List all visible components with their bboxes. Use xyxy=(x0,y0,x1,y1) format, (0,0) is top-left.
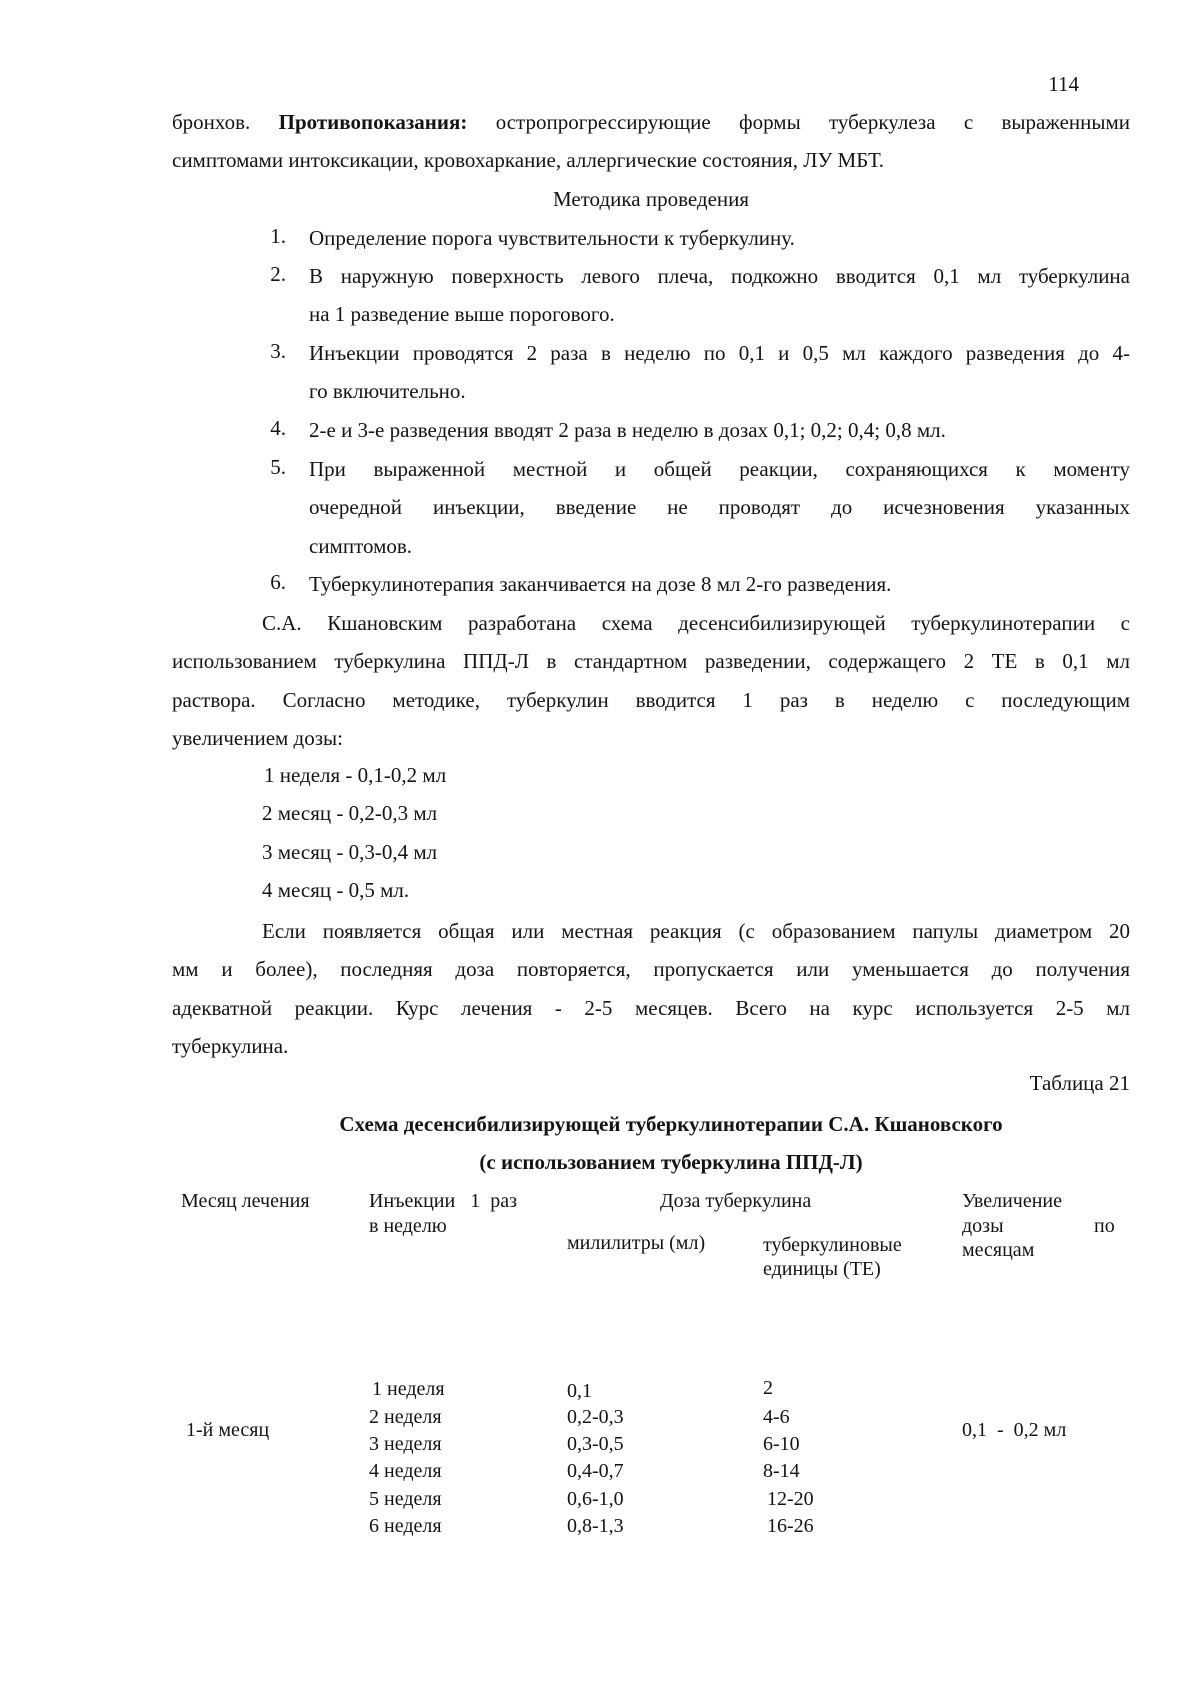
list-item-text: очередной инъекции, введение не проводят до исчезновения указанных xyxy=(309,495,1130,519)
intro-line-1 xyxy=(172,108,1130,136)
paragraph-line: туберкулина. xyxy=(172,1034,289,1058)
list-item-text: на 1 разведение выше порогового. xyxy=(309,302,615,326)
header-dose: Доза туберкулина xyxy=(660,1190,812,1212)
paragraph-line: адекватной реакции. Курс лечения - 2-5 месяцев. Всего на курс используется 2-5 мл xyxy=(172,996,1130,1020)
method-heading: Методика проведения xyxy=(552,187,750,211)
dose-line: 3 месяц - 0,3-0,4 мл xyxy=(262,840,438,864)
cell-te: 2 xyxy=(763,1377,773,1399)
page-number: 114 xyxy=(1048,72,1079,96)
paragraph-line: С.А. Кшановским разработана схема десенсибилизирующей туберкулинотерапии с xyxy=(262,611,1130,635)
cell-ml: 0,3-0,5 xyxy=(567,1433,624,1455)
intro-prefix: бронхов. xyxy=(172,110,251,134)
cell-week: 2 неделя xyxy=(369,1406,442,1428)
list-number: 1. xyxy=(270,224,286,248)
cell-increase: 0,1 - 0,2 мл xyxy=(962,1419,1067,1441)
header-injections-2: в неделю xyxy=(369,1215,447,1237)
cell-te: 4-6 xyxy=(763,1406,790,1428)
table-title: Схема десенсибилизирующей туберкулинотерапии С.А. Кшановского xyxy=(339,1112,1003,1136)
paragraph-line: раствора. Согласно методике, туберкулин вводится 1 раз в неделю с последующим xyxy=(172,688,1130,712)
table-subtitle: (с использованием туберкулина ППД-Л) xyxy=(479,1150,863,1174)
list-number: 5. xyxy=(270,455,286,479)
intro-rest: остропрогрессирующие формы туберкулеза с выраженными xyxy=(495,110,1131,134)
dose-line: 1 неделя - 0,1-0,2 мл xyxy=(264,763,447,787)
header-ml: милилитры (мл) xyxy=(567,1232,706,1254)
cell-week: 4 неделя xyxy=(369,1460,442,1482)
table-label: Таблица 21 xyxy=(1029,1071,1130,1095)
header-te-2: единицы (ТЕ) xyxy=(763,1258,881,1280)
cell-te: 8-14 xyxy=(763,1460,800,1482)
dose-line: 4 месяц - 0,5 мл. xyxy=(262,878,410,902)
list-item-text: го включительно. xyxy=(309,379,466,403)
list-item-text: Инъекции проводятся 2 раза в неделю по 0,1 и 0,5 мл каждого разведения до 4- xyxy=(309,341,1130,365)
cell-te: 6-10 xyxy=(763,1433,800,1455)
cell-ml: 0,2-0,3 xyxy=(567,1406,624,1428)
list-item-text: В наружную поверхность левого плеча, подкожно вводится 0,1 мл туберкулина xyxy=(309,264,1130,288)
paragraph-line: использованием туберкулина ППД-Л в стандартном разведении, содержащего 2 ТЕ в 0,1 мл xyxy=(172,649,1130,673)
cell-week: 3 неделя xyxy=(369,1433,442,1455)
list-number: 4. xyxy=(270,416,286,440)
cell-ml: 0,4-0,7 xyxy=(567,1460,624,1482)
list-number: 3. xyxy=(270,339,286,363)
cell-te: 12-20 xyxy=(767,1488,814,1510)
cell-month: 1-й месяц xyxy=(186,1419,270,1441)
header-increase-2b: по xyxy=(1094,1215,1115,1237)
cell-week: 5 неделя xyxy=(369,1488,442,1510)
paragraph-line: мм и более), последняя доза повторяется, пропускается или уменьшается до получения xyxy=(172,957,1130,981)
list-item-text: Туберкулинотерапия заканчивается на дозе 8 мл 2-го разведения. xyxy=(309,572,892,596)
cell-te: 16-26 xyxy=(767,1515,814,1537)
list-item-text: симптомов. xyxy=(309,534,413,558)
list-item-text: 2-е и 3-е разведения вводят 2 раза в неделю в дозах 0,1; 0,2; 0,4; 0,8 мл. xyxy=(309,418,946,442)
header-increase-3: месяцам xyxy=(962,1239,1035,1261)
list-number: 2. xyxy=(270,262,286,286)
paragraph-line: увеличением дозы: xyxy=(172,726,343,750)
paragraph-line: Если появляется общая или местная реакция (с образованием папулы диаметром 20 xyxy=(262,919,1130,943)
list-item-text: При выраженной местной и общей реакции, сохраняющихся к моменту xyxy=(309,457,1130,481)
header-month: Месяц лечения xyxy=(181,1190,310,1212)
header-increase: Увеличение xyxy=(962,1190,1063,1212)
dose-line: 2 месяц - 0,2-0,3 мл xyxy=(262,801,438,825)
contraindications-label: Противопоказания: xyxy=(278,110,468,134)
header-injections: Инъекции 1 раз xyxy=(369,1190,517,1212)
list-item-text: Определение порога чувствительности к туберкулину. xyxy=(309,226,795,250)
cell-ml: 0,1 xyxy=(567,1380,592,1402)
header-increase-2: дозы xyxy=(962,1215,1004,1237)
cell-week: 1 неделя xyxy=(372,1378,445,1400)
cell-week: 6 неделя xyxy=(369,1515,442,1537)
intro-line-2: симптомами интоксикации, кровохаркание, аллергические состояния, ЛУ МБТ. xyxy=(172,148,884,172)
cell-ml: 0,6-1,0 xyxy=(567,1488,624,1510)
header-te: туберкулиновые xyxy=(763,1234,902,1256)
list-number: 6. xyxy=(270,570,286,594)
cell-ml: 0,8-1,3 xyxy=(567,1515,624,1537)
